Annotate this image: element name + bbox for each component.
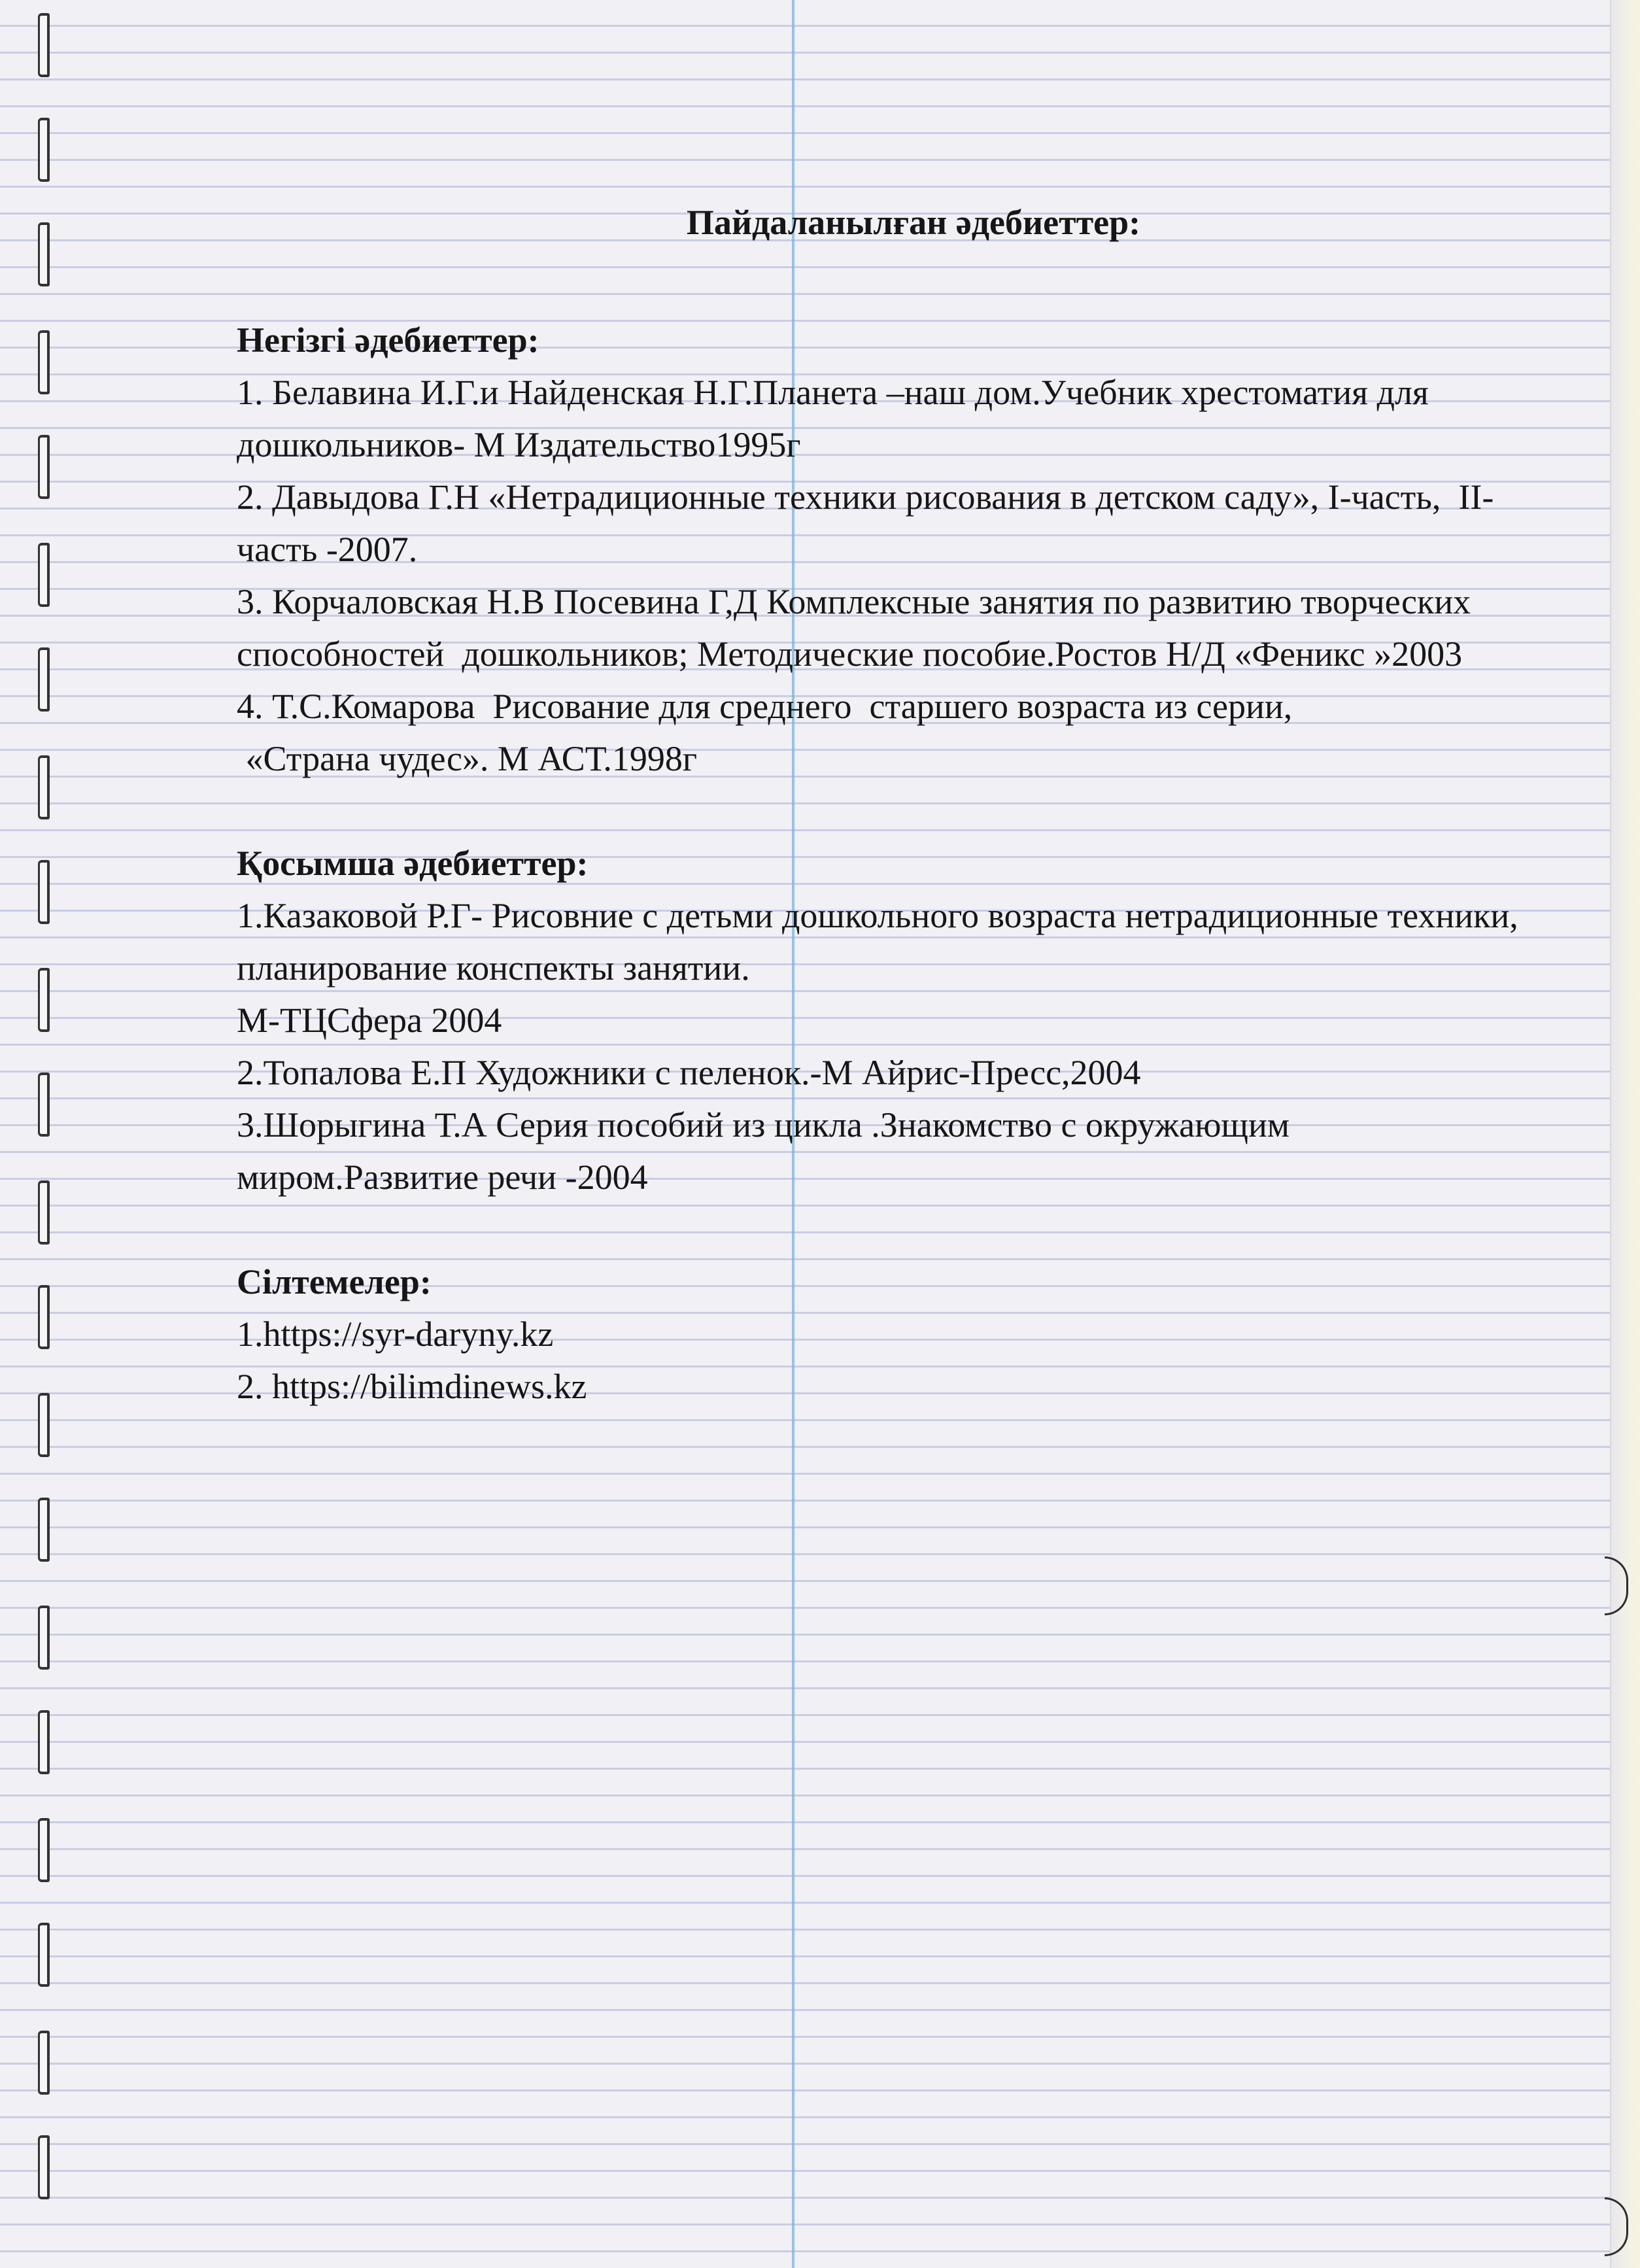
spiral-binding [34,0,60,2268]
section-heading: Сілтемелер: [237,1262,432,1301]
binding-hole [38,13,50,77]
binding-hole [38,1818,50,1882]
reference-entry: 3. Корчаловская Н.В Посевина Г,Д Комплексные занятия по развитию творческих способностей дошкольников; Методические пособие.Ростов Н/Д «Феникс »2003 [237,582,1480,674]
document-body [237,196,1531,1465]
section-heading: Қосымша әдебиеттер: [237,844,589,883]
reference-entry: 1. Белавина И.Г.и Найденская Н.Г.Планета –наш дом.Учебник хрестоматия для дошкольников- М Издательство1995г [237,373,1438,464]
binding-hole [38,2031,50,2095]
binding-hole [38,1393,50,1457]
binding-hole [38,1180,50,1245]
reference-entry: 2.Топалова Е.П Художники с пеленок.-М Айрис-Пресс,2004 [237,1053,1141,1092]
binding-hole [38,330,50,394]
binding-hole [38,1498,50,1562]
reference-entry: 1.Казаковой Р.Г- Рисовние с детьми дошкольного возраста нетрадиционные техники, планирование конспекты занятии. [237,896,1528,988]
page-title: Пайдаланылған әдебиеттер: [686,203,1141,242]
reference-entry: 3.Шорыгина Т.А Серия пособий из цикла .Знакомство с окружающим миром.Развитие речи -2004 [237,1105,1299,1197]
binding-hole [38,860,50,924]
binding-hole [38,1606,50,1670]
reference-entry: 4. Т.С.Комарова Рисование для среднего старшего возраста из серии, «Страна чудес». М АСТ.1998г [237,687,1293,778]
binding-hole [38,2135,50,2199]
section-additional-literature [237,837,1531,1203]
link-entry: 1.https://syr-daryny.kz [237,1314,554,1354]
binding-hole [38,543,50,607]
section-heading: Негізгі әдебиеттер: [237,320,539,360]
binding-hole [38,435,50,499]
reference-entry: М-ТЦСфера 2004 [237,1001,502,1040]
binding-hole [38,1073,50,1137]
page-edge [1610,0,1640,2268]
binding-hole [38,1710,50,1774]
binding-hole [38,968,50,1032]
section-links [237,1256,1531,1413]
link-entry: 2. https://bilimdinews.kz [237,1367,587,1406]
binding-hole [38,1285,50,1349]
binding-hole [38,755,50,819]
reference-entry: 2. Давыдова Г.Н «Нетрадиционные техники рисования в детском саду», I-часть, II-часть -2007. [237,477,1494,569]
binding-hole [38,1923,50,1987]
binding-hole [38,222,50,286]
binding-hole [38,647,50,712]
section-main-literature [237,314,1531,785]
binding-hole [38,118,50,182]
